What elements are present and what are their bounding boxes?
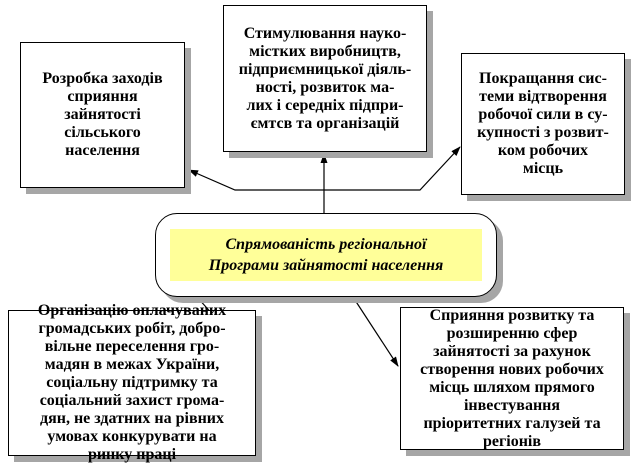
arrow-to-top-right [324,147,460,190]
box-workforce-reproduction: Покращання сис- теми відтворення робочої сили в су- купності з розвит- ком робочих місць [461,53,625,195]
box-rural-employment: Розробка заходів сприяння зайнятості сільського населення [20,42,185,188]
box-new-jobs-investment: Сприяння розвитку та розширенню сфер зайнятості за рахунок створення нових робочих місць шляхом прямого інвестування пріоритетних галузей та регіонів [400,307,624,450]
center-program-label: Спрямованість регіональної Програми зайнятості населення [170,229,482,281]
box-science-entrepreneurship: Стимулювання науко- містких виробництв, підприємницької діяль- ності, розвиток ма- лих і середніх підпри- ємтсв та організацій [223,5,427,152]
center-program-direction [155,213,497,297]
box-public-works-social-support: Організацію оплачуваних громадських робіт, добро- вільне переселення гро- мадян в межах України, соціальну підтримку та соціальний захист грома- дян, не здатних на рівних умовах конкурувати на ринку праці [8,310,256,456]
arrow-to-top-left [189,170,324,190]
arrow-to-bottom-right [353,297,398,366]
